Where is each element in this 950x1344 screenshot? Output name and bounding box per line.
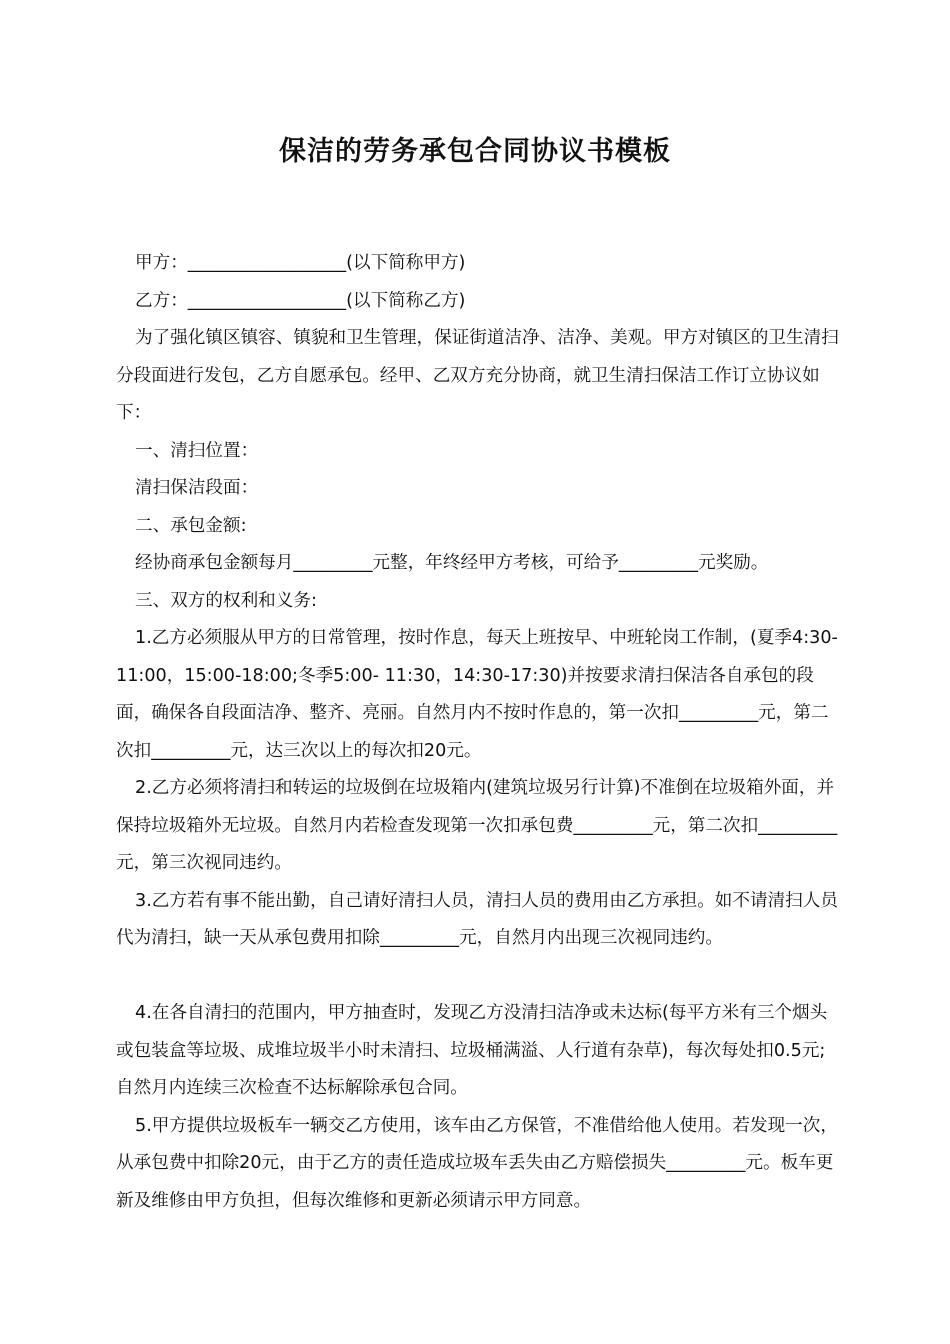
clause-2: 2.乙方必须将清扫和转运的垃圾倒在垃圾箱内(建筑垃圾另行计算)不准倒在垃圾箱外面，并保持垃圾箱外无垃圾。自然月内若检查发现第一次扣承包费_________元，第二次扣_________元，第三次视同违约。 (116, 778, 838, 873)
party-a-line: 甲方：__________________(以下简称甲方) (135, 253, 466, 273)
document-body (116, 245, 840, 1220)
clause-3: 3.乙方若有事不能出勤，自己请好清扫人员，清扫人员的费用由乙方承担。如不请清扫人员代为清扫，缺一天从承包费用扣除_________元，自然月内出现三次视同违约。 (116, 890, 838, 948)
amount-paragraph: 经协商承包金额每月_________元整，年终经甲方考核，可给予_________元奖励。 (135, 553, 769, 573)
section-heading-amount: 二、承包金额: (135, 515, 247, 536)
clause-5: 5.甲方提供垃圾板车一辆交乙方使用，该车由乙方保管，不准借给他人使用。若发现一次，从承包费中扣除20元，由于乙方的责任造成垃圾车丢失由乙方赔偿损失_________元。板车更新及维修由甲方负担，但每次维修和更新必须请示甲方同意。 (116, 1115, 838, 1211)
section-heading-rights: 三、双方的权利和义务: (135, 590, 317, 611)
cleaning-section-line: 清扫保洁段面： (135, 478, 259, 498)
clause-1: 1.乙方必须服从甲方的日常管理，按时作息，每天上班按早、中班轮岗工作制，(夏季4:30-11:00，15:00-18:00;冬季5:00- 11:30，14:30-17:30)并按要求清扫保洁各自承包的段面，确保各自段面洁净、整齐、亮丽。自然月内不按时作息的，第一次扣_________元，第二次扣_________元，达三次以上的每次扣20元。 (116, 628, 838, 761)
document-title: 保洁的劳务承包合同协议书模板 (279, 136, 671, 167)
blank-line (116, 958, 840, 996)
preamble-paragraph: 为了强化镇区镇容、镇貌和卫生管理，保证街道洁净、洁净、美观。甲方对镇区的卫生清扫分段面进行发包，乙方自愿承包。经甲、乙双方充分协商，就卫生清扫保洁工作订立协议如下： (116, 328, 839, 423)
party-b-line: 乙方：__________________(以下简称乙方) (135, 290, 466, 311)
clause-4: 4.在各自清扫的范围内，甲方抽查时，发现乙方没清扫洁净或未达标(每平方米有三个烟头或包装盒等垃圾、成堆垃圾半小时未清扫、垃圾桶满溢、人行道有杂草)，每次每处扣0.5元;自然月内连续三次检查不达标解除承包合同。 (116, 1003, 828, 1098)
section-heading-location: 一、清扫位置： (135, 440, 259, 461)
